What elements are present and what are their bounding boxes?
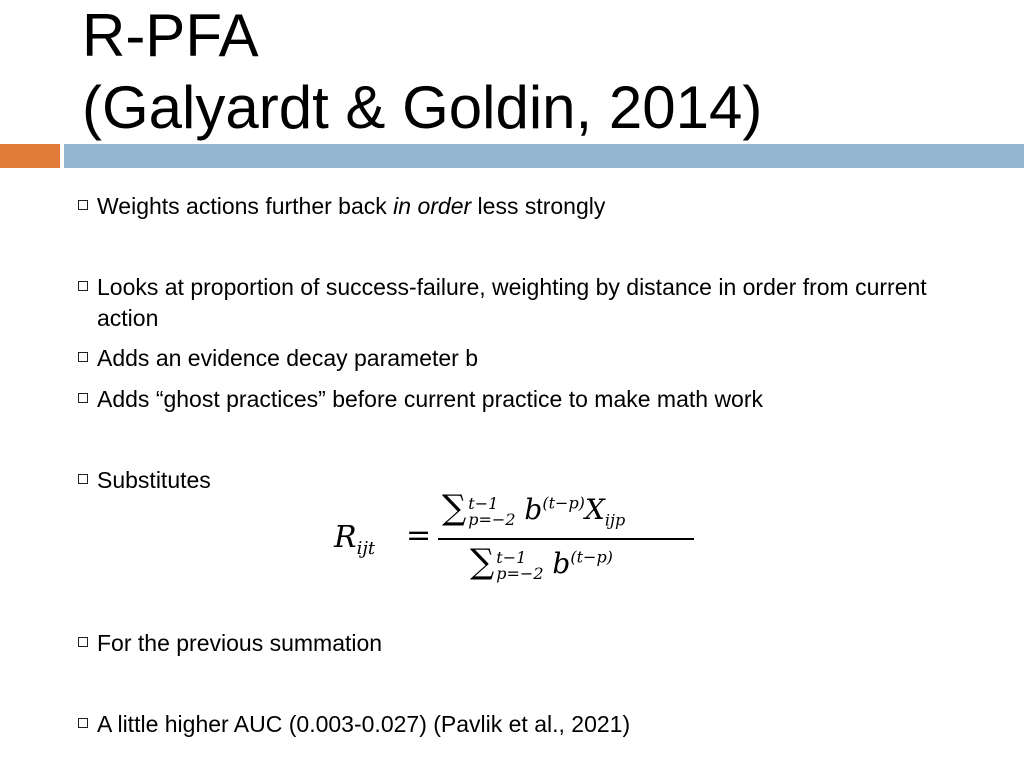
bullet-item bbox=[78, 628, 958, 659]
bullet-item bbox=[78, 272, 958, 334]
square-bullet-icon bbox=[78, 637, 88, 647]
formula-numerator: ∑ t−1 p=−2 $b^{(t-p)}X_{ijp}$ bbox=[442, 488, 626, 530]
square-bullet-icon bbox=[78, 474, 88, 484]
bullet-item bbox=[78, 709, 958, 740]
square-bullet-icon bbox=[78, 393, 88, 403]
bullet-item bbox=[78, 191, 958, 222]
bullet-text: Adds an evidence decay parameter b bbox=[97, 345, 479, 371]
formula-lhs: $R_{ijt}$ bbox=[334, 520, 376, 559]
formula-denominator: ∑ t−1 p=−2 $b^{(t-p)}$ bbox=[470, 542, 613, 583]
title-line-2: (Galyardt & Goldin, 2014) bbox=[82, 74, 763, 141]
square-bullet-icon bbox=[78, 352, 88, 362]
formula-equals: = bbox=[406, 518, 432, 553]
bullet-text: For the previous summation bbox=[97, 630, 383, 656]
square-bullet-icon bbox=[78, 281, 88, 291]
bullet-text: A little higher AUC (0.003-0.027) (Pavlik et al., 2021) bbox=[97, 711, 631, 737]
bullet-item bbox=[78, 343, 958, 374]
square-bullet-icon bbox=[78, 718, 88, 728]
slide-title bbox=[82, 0, 982, 144]
square-bullet-icon bbox=[78, 200, 88, 210]
title-line-1: R-PFA bbox=[82, 2, 259, 69]
r-pfa-formula bbox=[332, 488, 712, 588]
bullet-text: Weights actions further back in order less strongly bbox=[97, 193, 606, 219]
fraction-line bbox=[438, 538, 694, 540]
bullet-text: Adds “ghost practices” before current practice to make math work bbox=[97, 386, 764, 412]
accent-bar-blue bbox=[64, 144, 1024, 168]
accent-bar-orange bbox=[0, 144, 60, 168]
bullet-text: Substitutes bbox=[97, 467, 211, 493]
bullet-text: Looks at proportion of success-failure, weighting by distance in order from current action bbox=[97, 274, 927, 331]
bullet-item bbox=[78, 384, 958, 415]
